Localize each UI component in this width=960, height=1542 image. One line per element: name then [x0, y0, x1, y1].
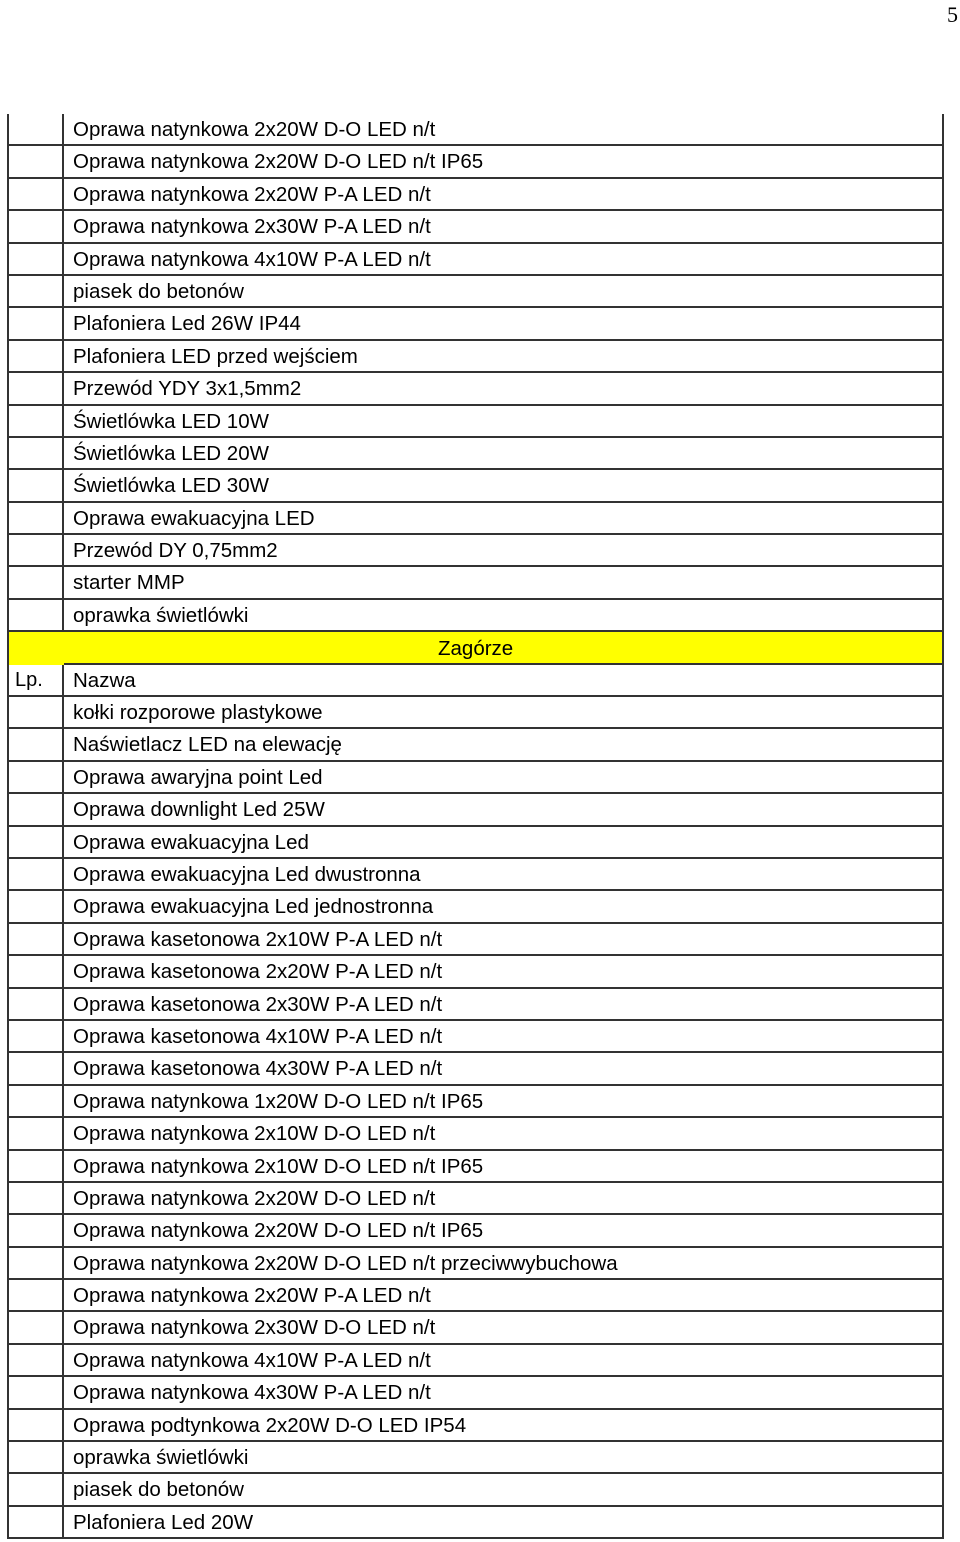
lp-cell	[7, 1280, 64, 1312]
table-row	[7, 1086, 944, 1118]
table-row	[7, 697, 944, 729]
lp-cell	[7, 1507, 64, 1539]
item-name: Oprawa kasetonowa 4x30W P-A LED n/t	[73, 1057, 443, 1081]
table-row	[7, 179, 944, 211]
lp-cell	[7, 438, 64, 470]
right-border	[942, 665, 944, 697]
right-border	[942, 1053, 944, 1085]
item-name: Oprawa natynkowa 2x20W P-A LED n/t	[73, 1284, 431, 1308]
right-border	[942, 794, 944, 826]
section-header-lp-cell	[7, 632, 64, 664]
right-border	[942, 632, 944, 664]
table-row	[7, 244, 944, 276]
lp-cell	[7, 924, 64, 956]
table-row	[7, 1377, 944, 1409]
table-row	[7, 891, 944, 923]
table-row	[7, 1345, 944, 1377]
section-header-zagorze	[7, 632, 944, 664]
column-header-lp: Lp.	[7, 665, 64, 697]
lp-cell	[7, 891, 64, 923]
lp-cell	[7, 1086, 64, 1118]
item-name: Oprawa natynkowa 2x20W D-O LED n/t	[73, 118, 436, 141]
table-row	[7, 567, 944, 599]
table-row	[7, 1118, 944, 1150]
item-name: Oprawa kasetonowa 4x10W P-A LED n/t	[73, 1024, 443, 1048]
table-row	[7, 438, 944, 470]
right-border	[942, 989, 944, 1021]
item-name: Oprawa natynkowa 2x20W D-O LED n/t	[73, 1186, 436, 1210]
lp-cell	[7, 1021, 64, 1053]
right-border	[942, 341, 944, 373]
table-row	[7, 1021, 944, 1053]
item-name: Oprawa natynkowa 2x30W D-O LED n/t	[73, 1316, 436, 1340]
right-border	[942, 1410, 944, 1442]
table-row	[7, 1410, 944, 1442]
right-border	[942, 1151, 944, 1183]
section-before-rows	[7, 114, 944, 632]
right-border	[942, 891, 944, 923]
item-name: Oprawa kasetonowa 2x10W P-A LED n/t	[73, 927, 443, 951]
item-name: Oprawa natynkowa 2x30W P-A LED n/t	[73, 215, 431, 239]
table-row	[7, 956, 944, 988]
table-row	[7, 276, 944, 308]
lp-cell	[7, 794, 64, 826]
item-name: Oprawa ewakuacyjna LED	[73, 506, 315, 530]
lp-cell	[7, 1248, 64, 1280]
lp-cell	[7, 146, 64, 178]
right-border	[942, 308, 944, 340]
right-border	[942, 1280, 944, 1312]
right-border	[942, 1345, 944, 1377]
page-number: 5	[947, 2, 958, 27]
item-name: Oprawa kasetonowa 2x20W P-A LED n/t	[73, 960, 443, 984]
right-border	[942, 859, 944, 891]
lp-cell	[7, 729, 64, 761]
item-name: Oprawa natynkowa 2x20W P-A LED n/t	[73, 182, 431, 206]
lp-cell	[7, 1053, 64, 1085]
section-title: Zagórze	[438, 637, 514, 661]
right-border	[942, 1312, 944, 1344]
right-border	[942, 762, 944, 794]
table-row	[7, 1507, 944, 1539]
item-name: oprawka świetlówki	[73, 603, 249, 627]
lp-cell	[7, 697, 64, 729]
item-name: piasek do betonów	[73, 279, 244, 303]
lp-cell	[7, 1118, 64, 1150]
right-border	[942, 1086, 944, 1118]
right-border	[942, 956, 944, 988]
lp-cell	[7, 762, 64, 794]
lp-cell	[7, 1215, 64, 1247]
lp-cell	[7, 114, 64, 146]
table-row	[7, 859, 944, 891]
lp-cell	[7, 1474, 64, 1506]
table-row	[7, 1474, 944, 1506]
lp-cell	[7, 211, 64, 243]
lp-cell	[7, 373, 64, 405]
right-border	[942, 924, 944, 956]
right-border	[942, 1507, 944, 1539]
lp-cell	[7, 1312, 64, 1344]
item-name: Oprawa natynkowa 2x20W D-O LED n/t przeciwwybuchowa	[73, 1251, 618, 1275]
table-row	[7, 1183, 944, 1215]
table-row	[7, 470, 944, 502]
table-row	[7, 503, 944, 535]
item-name: Naświetlacz LED na elewację	[73, 733, 342, 757]
right-border	[942, 600, 944, 632]
item-name: Plafoniera Led 26W IP44	[73, 312, 301, 336]
item-name: Oprawa natynkowa 2x10W D-O LED n/t IP65	[73, 1154, 484, 1178]
item-name: Oprawa natynkowa 2x20W D-O LED n/t IP65	[73, 150, 484, 174]
item-name: Oprawa natynkowa 4x30W P-A LED n/t	[73, 1381, 431, 1405]
item-name: Oprawa awaryjna point Led	[73, 765, 323, 789]
table-row	[7, 1442, 944, 1474]
lp-cell	[7, 859, 64, 891]
right-border	[942, 1118, 944, 1150]
lp-cell	[7, 470, 64, 502]
item-name: oprawka świetlówki	[73, 1446, 249, 1470]
table-row	[7, 373, 944, 405]
lp-cell	[7, 1345, 64, 1377]
column-header-row	[7, 665, 944, 697]
lp-cell	[7, 244, 64, 276]
table-row	[7, 406, 944, 438]
lp-cell	[7, 535, 64, 567]
item-name: Plafoniera LED przed wejściem	[73, 344, 358, 368]
right-border	[942, 729, 944, 761]
item-name: Plafoniera Led 20W	[73, 1510, 254, 1534]
table-row	[7, 114, 944, 146]
lp-cell	[7, 567, 64, 599]
table-row	[7, 535, 944, 567]
right-border	[942, 1021, 944, 1053]
table-row	[7, 146, 944, 178]
item-name: kołki rozporowe plastykowe	[73, 701, 323, 725]
table-row	[7, 1151, 944, 1183]
item-name: Przewód YDY 3x1,5mm2	[73, 377, 302, 401]
item-name: starter MMP	[73, 571, 185, 595]
section-zagorze-rows	[7, 697, 944, 1539]
table-row	[7, 1312, 944, 1344]
lp-cell	[7, 1377, 64, 1409]
lp-cell	[7, 1183, 64, 1215]
item-name: Oprawa natynkowa 4x10W P-A LED n/t	[73, 247, 431, 271]
lp-cell	[7, 308, 64, 340]
right-border	[942, 1215, 944, 1247]
item-name: Oprawa ewakuacyjna Led jednostronna	[73, 895, 434, 919]
right-border	[942, 406, 944, 438]
column-header-name: Nazwa	[73, 668, 136, 692]
item-name: Oprawa natynkowa 2x20W D-O LED n/t IP65	[73, 1219, 484, 1243]
item-name: Świetlówka LED 20W	[73, 441, 269, 465]
right-border	[942, 244, 944, 276]
table-row	[7, 600, 944, 632]
item-name: Świetlówka LED 30W	[73, 474, 269, 498]
lp-cell	[7, 406, 64, 438]
right-border	[942, 438, 944, 470]
right-border	[942, 697, 944, 729]
table-row	[7, 1280, 944, 1312]
lp-cell	[7, 1410, 64, 1442]
right-border	[942, 535, 944, 567]
right-border	[942, 373, 944, 405]
right-border	[942, 1442, 944, 1474]
item-name: Oprawa podtynkowa 2x20W D-O LED IP54	[73, 1413, 467, 1437]
item-name: Świetlówka LED 10W	[73, 409, 269, 433]
item-name: Oprawa natynkowa 4x10W P-A LED n/t	[73, 1348, 431, 1372]
right-border	[942, 567, 944, 599]
lp-cell	[7, 600, 64, 632]
item-name: Oprawa natynkowa 2x10W D-O LED n/t	[73, 1122, 436, 1146]
table-row	[7, 341, 944, 373]
item-name: Przewód DY 0,75mm2	[73, 539, 278, 563]
right-border	[942, 179, 944, 211]
right-border	[942, 1377, 944, 1409]
right-border	[942, 827, 944, 859]
right-border	[942, 1248, 944, 1280]
table-row	[7, 308, 944, 340]
lp-cell	[7, 989, 64, 1021]
right-border	[942, 276, 944, 308]
item-name: Oprawa downlight Led 25W	[73, 798, 325, 822]
item-name: piasek do betonów	[73, 1478, 244, 1502]
table-row	[7, 729, 944, 761]
lp-cell	[7, 1442, 64, 1474]
table-row	[7, 794, 944, 826]
table-row	[7, 1053, 944, 1085]
item-name: Oprawa natynkowa 1x20W D-O LED n/t IP65	[73, 1089, 484, 1113]
item-name: Oprawa ewakuacyjna Led dwustronna	[73, 862, 421, 886]
lp-cell	[7, 1151, 64, 1183]
right-border	[942, 1183, 944, 1215]
right-border	[942, 211, 944, 243]
item-name: Oprawa kasetonowa 2x30W P-A LED n/t	[73, 992, 443, 1016]
table-row	[7, 989, 944, 1021]
right-border	[942, 503, 944, 535]
right-border	[942, 1474, 944, 1506]
lp-cell	[7, 341, 64, 373]
right-border	[942, 146, 944, 178]
table-row	[7, 1215, 944, 1247]
table-row	[7, 1248, 944, 1280]
lp-cell	[7, 956, 64, 988]
lp-cell	[7, 276, 64, 308]
right-border	[942, 470, 944, 502]
lp-cell	[7, 827, 64, 859]
item-name: Oprawa ewakuacyjna Led	[73, 830, 309, 854]
table-row	[7, 211, 944, 243]
table-row	[7, 827, 944, 859]
table-row	[7, 924, 944, 956]
right-border	[942, 114, 944, 146]
lp-cell	[7, 503, 64, 535]
lp-cell	[7, 179, 64, 211]
table-row	[7, 762, 944, 794]
materials-table	[7, 114, 944, 1539]
